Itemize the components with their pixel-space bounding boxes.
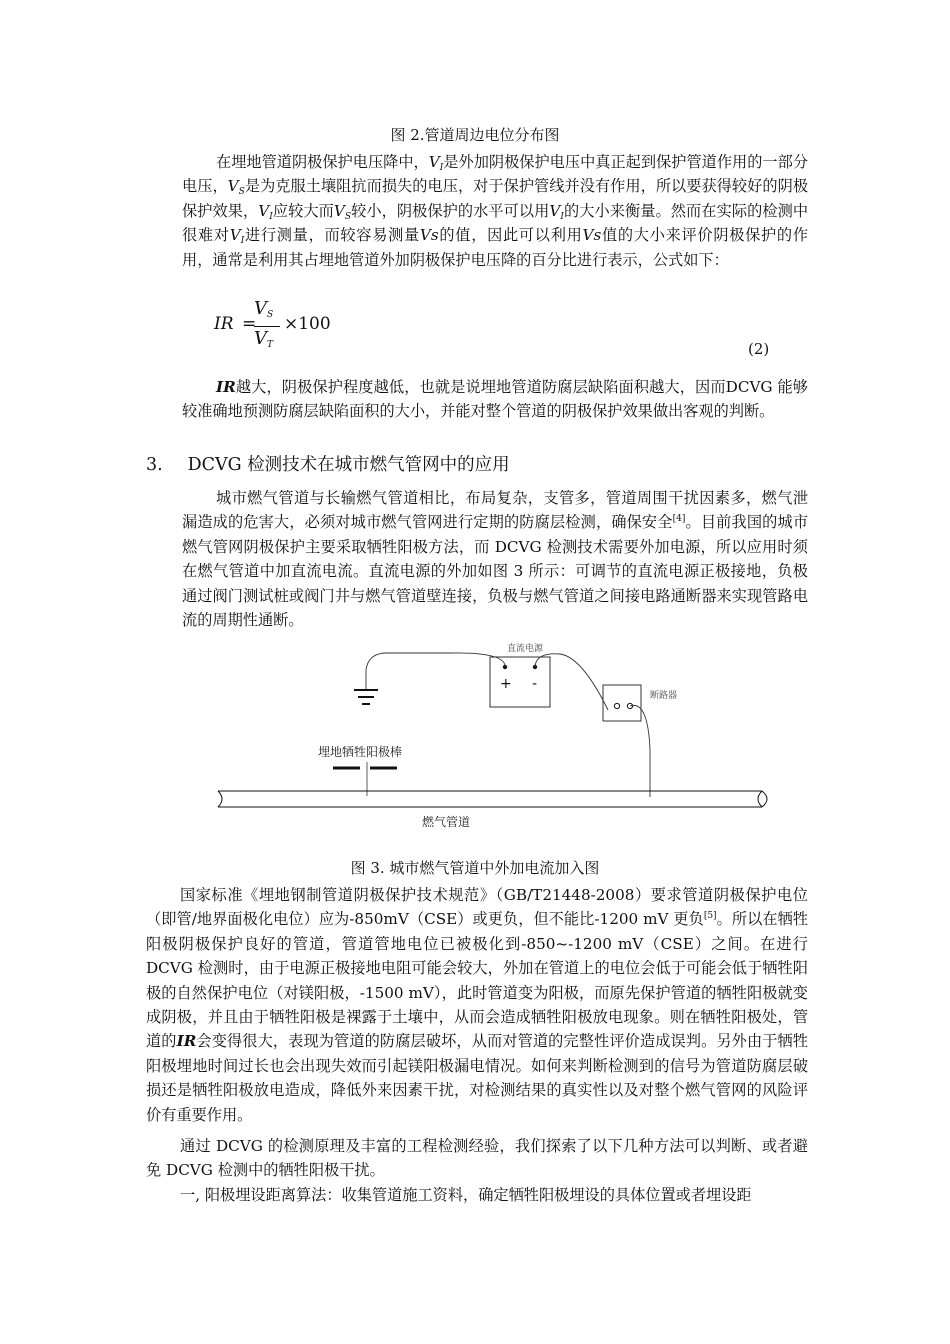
dc-power-box xyxy=(490,657,550,707)
minus-sign: - xyxy=(532,676,538,692)
figure-3-diagram xyxy=(210,640,790,840)
formula-numerator: $V_S$ xyxy=(254,298,274,320)
figure-2-caption: 图 2.管道周边电位分布图 xyxy=(390,126,560,144)
section-title: DCVG 检测技术在城市燃气管网中的应用 xyxy=(187,455,510,475)
breaker-box xyxy=(603,685,641,721)
formula-equals: = xyxy=(242,314,257,334)
pipe-right-end-outer xyxy=(762,791,767,807)
pipe-label: 燃气管道 xyxy=(422,815,471,829)
paragraph-ir-meaning: IR越大，阴极保护程度越低，也就是说埋地管道防腐层缺陷面积越大，因而DCVG 能够较准确地预测防腐层缺陷面积的大小，并能对整个管道的阴极保护效果做出客观的判断。 xyxy=(182,378,808,421)
formula-lhs: IR xyxy=(214,314,234,334)
breaker-label: 断路器 xyxy=(650,691,678,701)
paragraph-method-one: 一, 阳极埋设距离算法：收集管道施工资料，确定牺牲阳极埋设的具体位置或者埋设距 xyxy=(180,1186,752,1204)
figure-3-caption: 图 3. 城市燃气管道中外加电流加入图 xyxy=(350,859,600,877)
dc-power-label: 直流电源 xyxy=(507,644,544,654)
fraction-bar xyxy=(254,326,280,327)
ground-wire xyxy=(366,653,505,690)
pipe-left-end xyxy=(218,791,222,807)
section-number: 3. xyxy=(146,455,163,475)
equation-number: (2) xyxy=(748,340,770,358)
section-3-heading xyxy=(146,453,510,477)
paragraph-national-standard: 国家标准《埋地钢制管道阴极保护技术规范》（GB/T21448-2008）要求管道阴极保护电位（即管/地界面极化电位）应为-850mV（CSE）或更负，但不能比-1200 mV 更负[5]。所以在牺牲阳极阴极保护良好的管道，管道管地电位已被极化到-850~-1200 mV（CSE）之间。在进行 DCVG 检测时，由于电源正极接地电阻可能会较大，外加在管道上的电位会低于可能会低于牺牲阳极的自然保护电位（对镁阳极，-1500 mV），此时管道变为阳极，而原先保护管道的牺牲阳极就变成阴极，并且由于牺牲阳极是裸露于土壤中，从而会造成牺牲阳极放电现象。则在牺牲阳极处，管道的IR会变得很大，表现为管道的防腐层破坏，从而对管道的完整性评价造成误判。另外由于牺牲阳极埋地时间过长也会出现失效而引起镁阳极漏电情况。如何来判断检测到的信号为管道防腐层破损还是牺牲阳极放电造成，降低外来因素干扰，对检测结果的真实性以及对整个燃气管网的风险评价有重要作用。 xyxy=(146,886,809,1124)
breaker-terminal-left xyxy=(614,703,619,708)
plus-sign: + xyxy=(500,676,512,692)
negative-wire xyxy=(535,654,608,710)
paragraph-city-gas: 城市燃气管道与长输燃气管道相比，布局复杂，支管多，管道周围干扰因素多，燃气泄漏造成的危害大，必须对城市燃气管网进行定期的防腐层检测，确保安全[4]。目前我国的城市燃气管网阴极保护主要采取牺牲阳极方法，而 DCVG 检测技术需要外加电源，所以应用时须在燃气管道中加直流电流。直流电源的外加如图 3 所示：可调节的直流电源正极接地，负极通过阀门测试桩或阀门井与燃气管道壁连接，负极与燃气管道之间接电路通断器来实现管路电流的周期性通断。 xyxy=(182,489,809,630)
pipe-connection-wire xyxy=(630,705,650,797)
ir-formula xyxy=(214,298,354,356)
formula-denominator: $V_T$ xyxy=(254,328,274,350)
anode-label: 埋地牺牲阳极棒 xyxy=(318,745,403,759)
pipe-right-end-inner xyxy=(758,791,762,807)
paragraph-voltage-drop: 在埋地管道阴极保护电压降中，$V_I$是外加阴极保护电压中真正起到保护管道作用的一部分电压，$V_S$是为克服土壤阻抗而损失的电压，对于保护管线并没有作用，所以要获得较好的阴极保护效果，$V_I$应较大而$V_S$较小，阴极保护的水平可以用$V_I$的大小来衡量。然而在实际的检测中很难对$V_I$进行测量，而较容易测量Vs的值，因此可以利用Vs值的大小来评价阴极保护的作用，通常是利用其占埋地管道外加阴极保护电压降的百分比进行表示，公式如下： xyxy=(182,153,809,269)
paragraph-methods-intro: 通过 DCVG 的检测原理及丰富的工程检测经验，我们探索了以下几种方法可以判断、或者避免 DCVG 检测中的牺牲阳极干扰。 xyxy=(146,1137,808,1180)
formula-times-100: ×100 xyxy=(284,314,331,334)
